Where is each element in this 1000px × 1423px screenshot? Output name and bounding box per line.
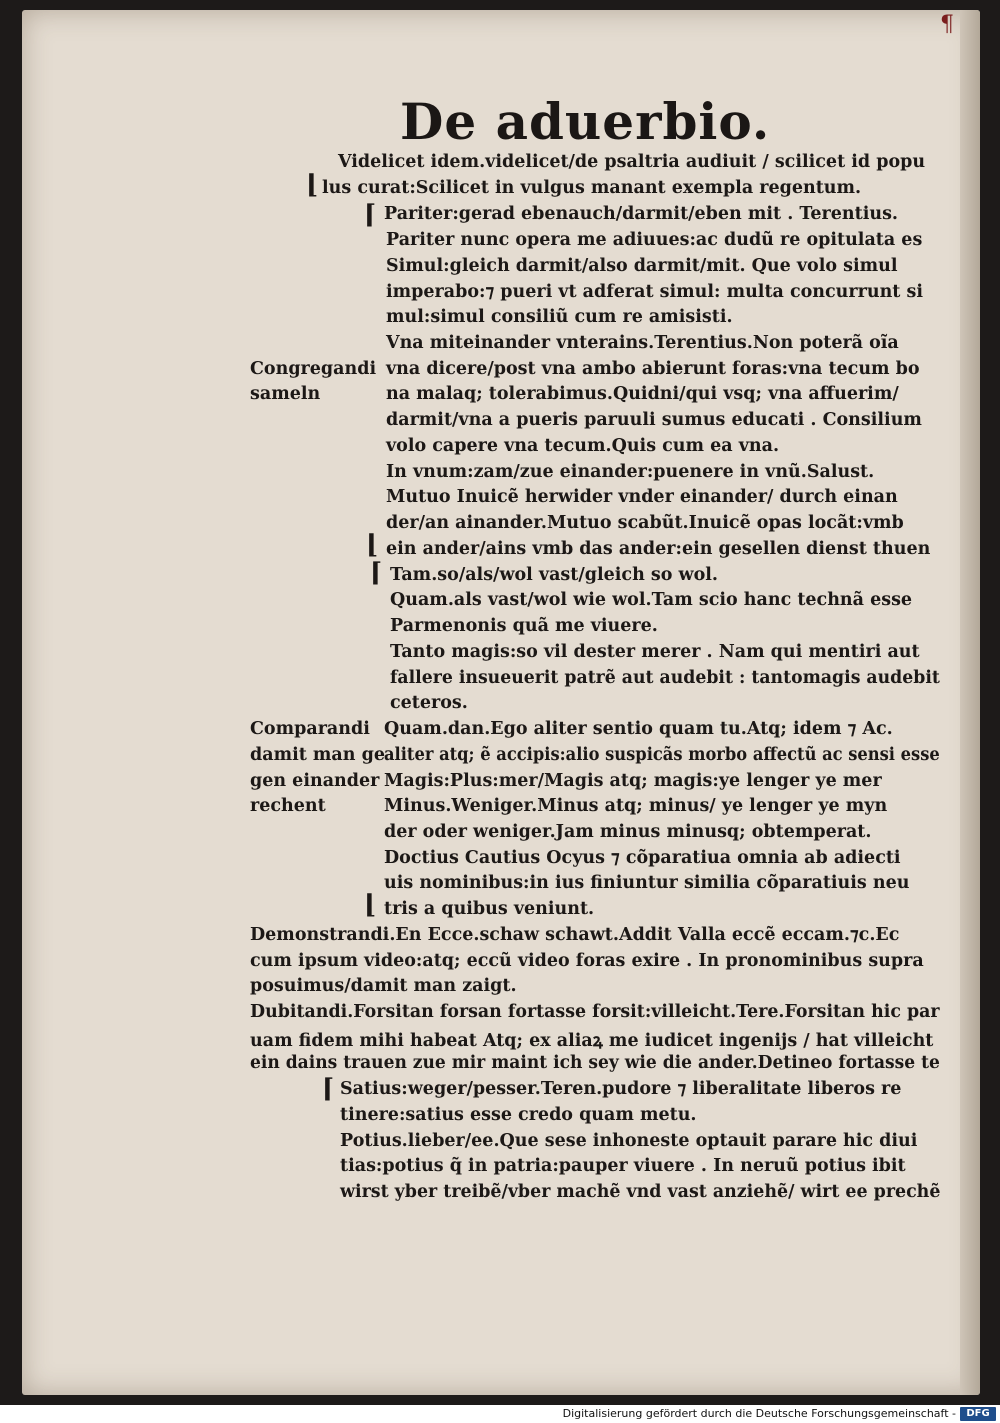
margin-note: Comparandi — [250, 719, 370, 739]
text-line: posuimus/damit man zaigt. — [250, 976, 517, 996]
text-line: uam fidem mihi habeat Atq; ex aliaꝝ me iudicet ingenijs / hat villeicht — [250, 1031, 934, 1051]
text-line: wirst yber treibẽ/vber machẽ vnd vast anziehẽ/ wirt ee prechẽ — [340, 1182, 941, 1202]
text-line: uis nominibus:in ius finiuntur similia cõparatiuis neu — [384, 873, 910, 893]
bracket-mark: ⌊ — [306, 170, 319, 200]
dfg-logo: DFG — [960, 1407, 996, 1421]
margin-note: sameln — [250, 384, 321, 404]
text-line: darmit/vna a pueris paruuli sumus educati . Consilium — [386, 410, 922, 430]
margin-note: damit man ge — [250, 745, 385, 765]
margin-note: gen einander — [250, 771, 380, 791]
text-line: Tam.so/als/wol vast/gleich so wol. — [390, 565, 718, 585]
footer-bar — [0, 1405, 1000, 1423]
text-line: vna dicere/post vna ambo abierunt foras:vna tecum bo — [386, 359, 920, 379]
text-line: volo capere vna tecum.Quis cum ea vna. — [386, 436, 780, 456]
text-line: Magis:Plus:mer/Magis atq; magis:ye lenger ye mer — [384, 771, 882, 791]
corner-mark: ¶ — [940, 12, 954, 37]
text-line: Mutuo Inuicẽ herwider vnder einander/ durch einan — [386, 487, 898, 507]
text-line: Vna miteinander vnterains.Terentius.Non poterã oĩa — [386, 333, 899, 353]
bracket-mark: ⌈ — [364, 200, 377, 230]
text-line: fallere insueuerit patrẽ aut audebit : tantomagis audebit — [390, 668, 940, 688]
page-edge — [960, 10, 980, 1395]
text-line: ein dains trauen zue mir maint ich sey wie die ander.Detineo fortasse te — [250, 1053, 940, 1073]
text-line: Quam.als vast/wol wie wol.Tam scio hanc technã esse — [390, 590, 913, 610]
text-line: Quam.dan.Ego aliter sentio quam tu.Atq; idem ⁊ Ac. — [384, 719, 893, 739]
text-line: tris a quibus veniunt. — [384, 899, 595, 919]
footer-credit: Digitalisierung gefördert durch die Deutsche Forschungsgemeinschaft - — [562, 1407, 956, 1420]
text-line: aliter atq; ẽ accipis:alio suspicãs morbo affectũ ac sensi esse — [384, 745, 940, 765]
text-line: der oder weniger.Jam minus minusq; obtemperat. — [384, 822, 872, 842]
text-line: Minus.Weniger.Minus atq; minus/ ye lenger ye myn — [384, 796, 888, 816]
page-heading: De aduerbio. — [400, 92, 771, 151]
bracket-mark: ⌈ — [370, 558, 383, 588]
text-line: Satius:weger/pesser.Teren.pudore ⁊ liberalitate liberos re — [340, 1079, 902, 1099]
text-line: Parmenonis quã me viuere. — [390, 616, 658, 636]
bracket-mark: ⌈ — [322, 1074, 335, 1104]
text-line: Pariter nunc opera me adiuues:ac dudũ re opitulata es — [386, 230, 923, 250]
text-line: In vnum:zam/zue einander:puenere in vnũ.Salust. — [386, 462, 875, 482]
text-line: Videlicet idem.videlicet/de psaltria audiuit / scilicet id popu — [338, 152, 926, 172]
bracket-mark: ⌊ — [366, 530, 379, 560]
text-line: Dubitandi.Forsitan forsan fortasse forsit:villeicht.Tere.Forsitan hic par — [250, 1002, 940, 1022]
text-line: Demonstrandi.En Ecce.schaw schawt.Addit Valla eccẽ eccam.⁊c.Ec — [250, 925, 900, 945]
text-line: Doctius Cautius Ocyus ⁊ cõparatiua omnia ab adiecti — [384, 848, 901, 868]
bracket-mark: ⌊ — [364, 890, 377, 920]
text-line: lus curat:Scilicet in vulgus manant exempla regentum. — [322, 178, 862, 198]
text-line: cum ipsum video:atq; eccũ video foras exire . In pronominibus supra — [250, 951, 924, 971]
margin-note: rechent — [250, 796, 326, 816]
text-line: Tanto magis:so vil dester merer . Nam qui mentiri aut — [390, 642, 920, 662]
text-line: na malaq; tolerabimus.Quidni/qui vsq; vna affuerim/ — [386, 384, 899, 404]
text-line: ceteros. — [390, 693, 468, 713]
text-line: der/an ainander.Mutuo scabũt.Inuicẽ opas locãt:vmb — [386, 513, 904, 533]
text-line: ein ander/ains vmb das ander:ein gesellen dienst thuen — [386, 539, 931, 559]
margin-note: Congregandi — [250, 359, 377, 379]
text-line: Potius.lieber/ee.Que sese inhoneste optauit parare hic diui — [340, 1131, 918, 1151]
text-line: mul:simul consiliũ cum re amisisti. — [386, 307, 733, 327]
text-line: tias:potius q̃ in patria:pauper viuere . In neruũ potius ibit — [340, 1156, 906, 1176]
text-line: Pariter:gerad ebenauch/darmit/eben mit . Terentius. — [384, 204, 899, 224]
text-line: tinere:satius esse credo quam metu. — [340, 1105, 697, 1125]
text-line: imperabo:⁊ pueri vt adferat simul: multa concurrunt si — [386, 282, 923, 302]
text-line: Simul:gleich darmit/also darmit/mit. Que volo simul — [386, 256, 898, 276]
